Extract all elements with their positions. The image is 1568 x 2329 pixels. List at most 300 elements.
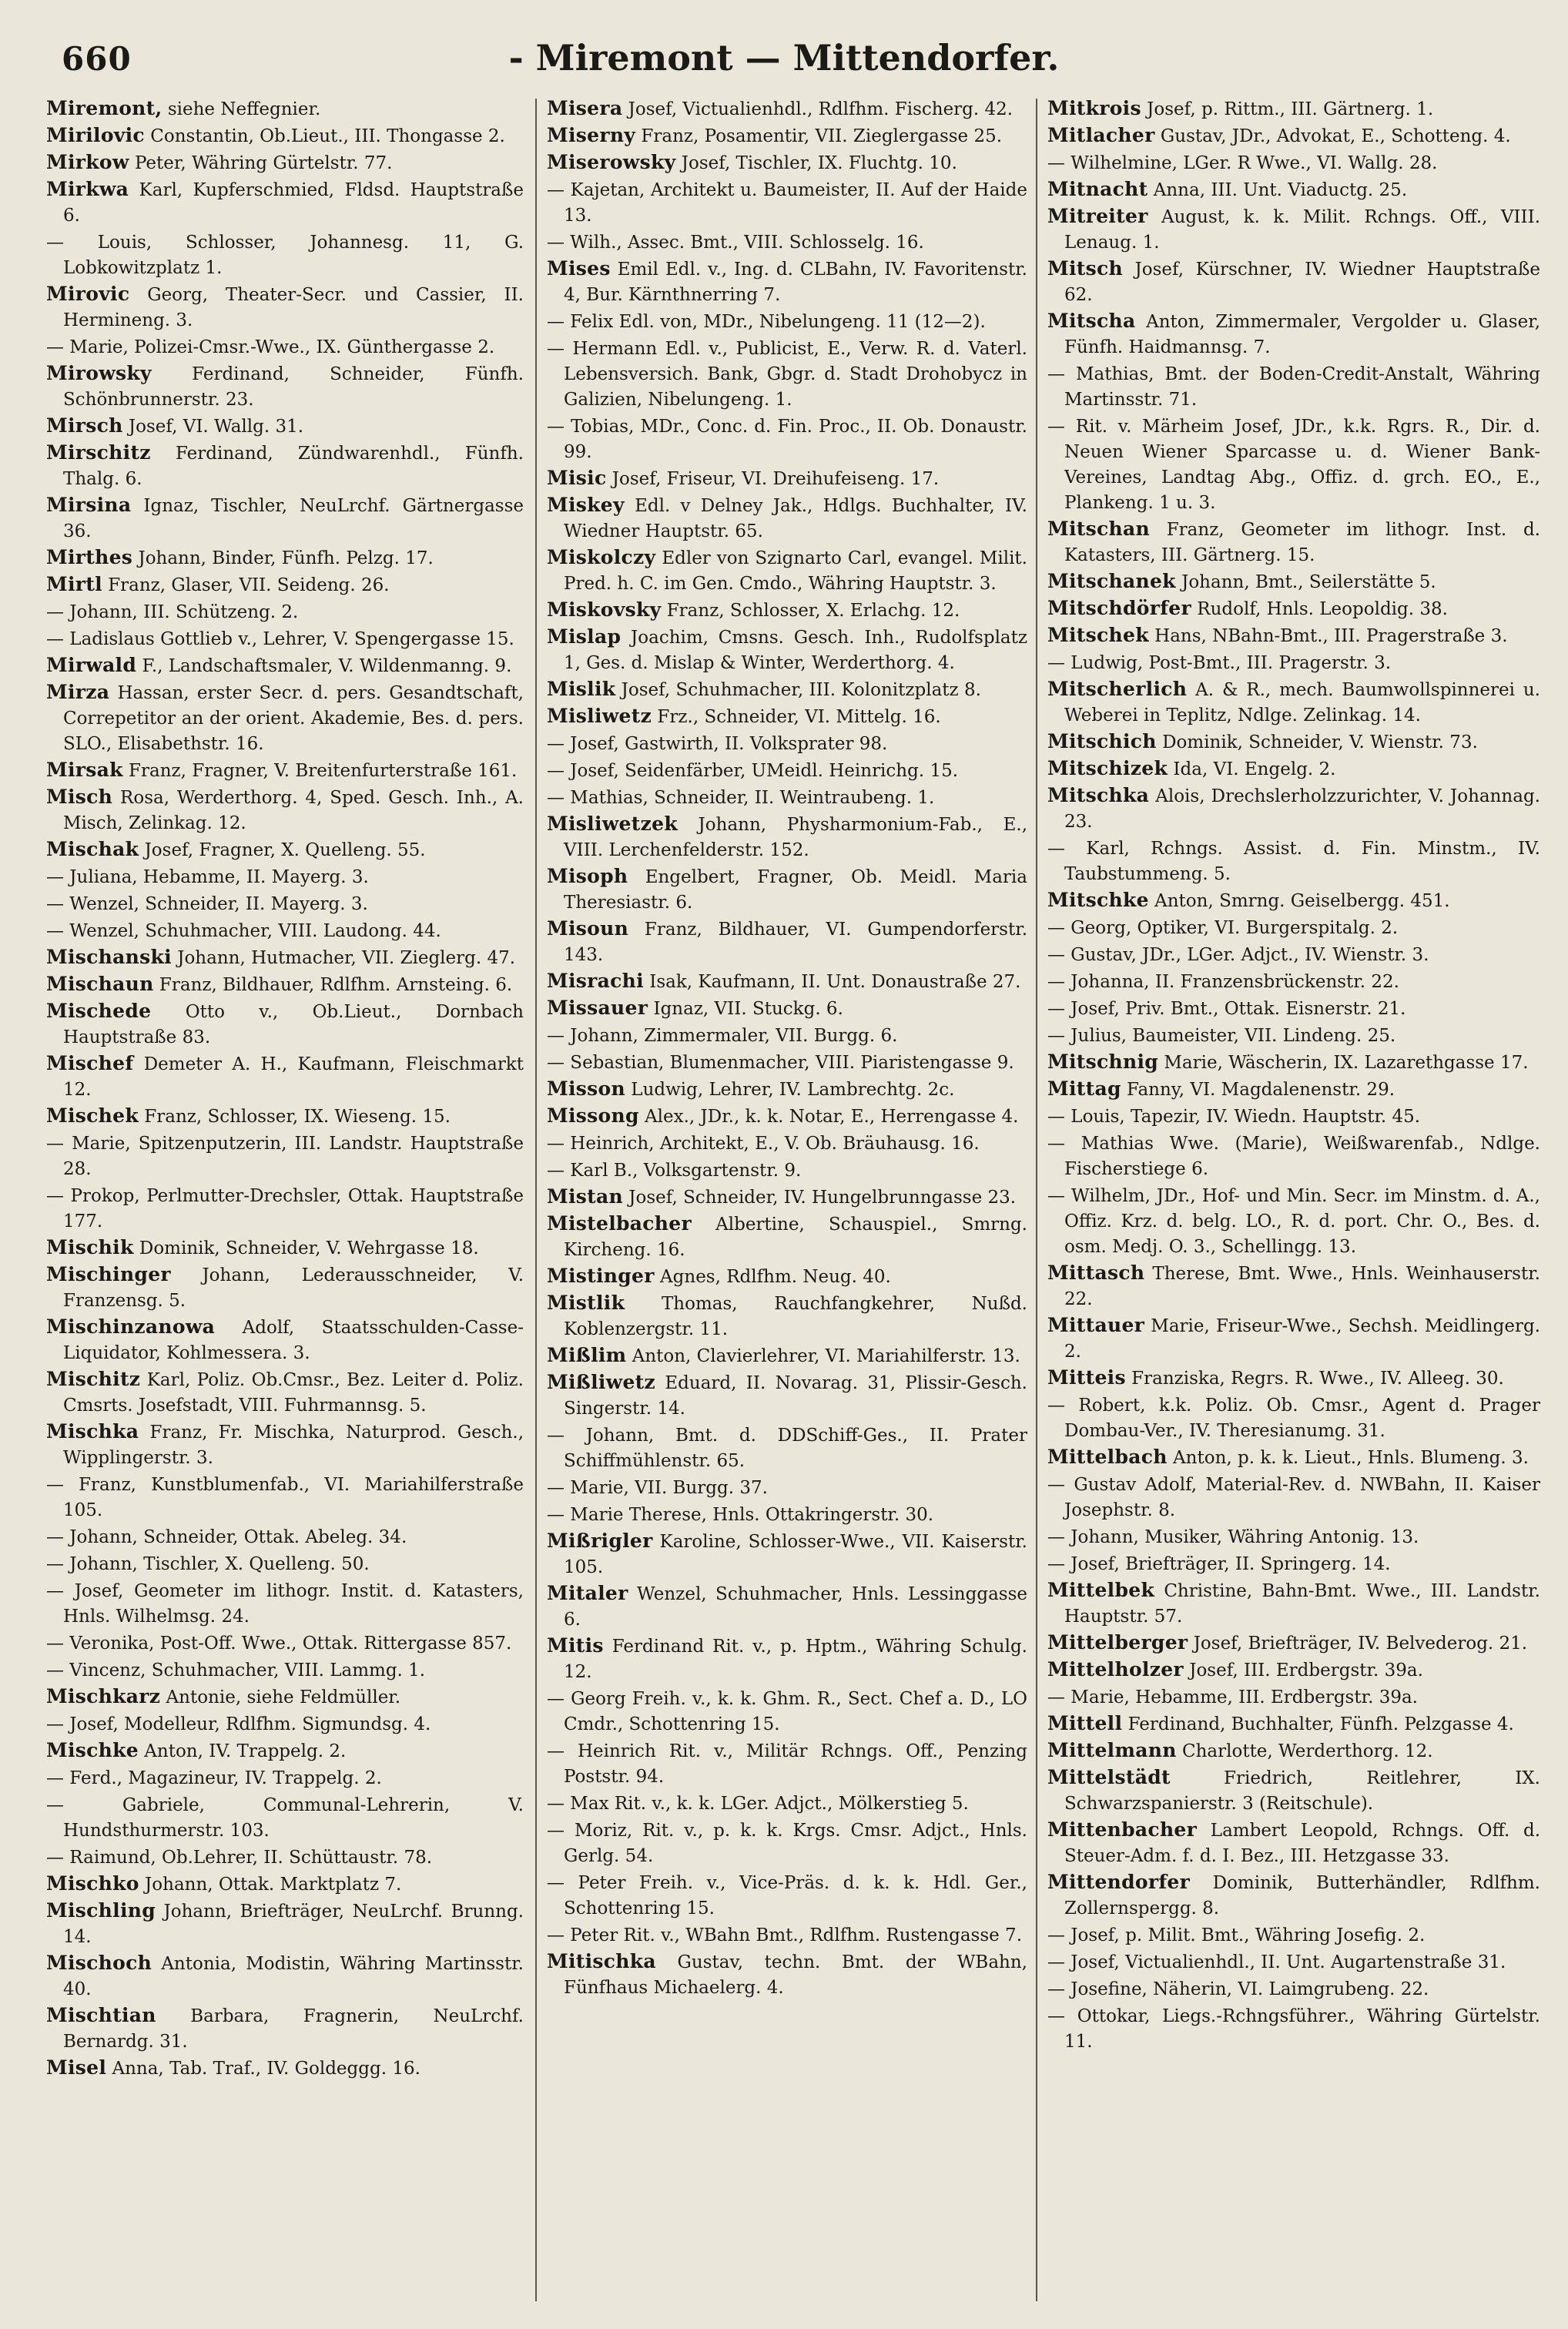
- entry-text: Marie, Wäscherin, IX. Lazarethgasse 17.: [1158, 1053, 1529, 1073]
- entry-text: Fanny, VI. Magdalenenstr. 29.: [1121, 1080, 1395, 1100]
- entry-text: Johann, Binder, Fünfh. Pelzg. 17.: [132, 548, 434, 568]
- directory-entry: [547, 492, 1027, 545]
- directory-entry: [46, 971, 524, 998]
- entry-text: — Tobias, MDr., Conc. d. Fin. Proc., II. Ob. Donaustr. 99.: [547, 417, 1027, 462]
- entry-headword: Mistelbacher: [547, 1212, 692, 1235]
- directory-entry: [547, 413, 1027, 465]
- directory-entry: [1047, 96, 1540, 122]
- directory-entry: [1047, 941, 1540, 968]
- directory-entry: [46, 1577, 524, 1630]
- directory-entry: [46, 1235, 524, 1262]
- directory-entry: [547, 1076, 1027, 1103]
- entry-text: — Josef, Modelleur, Rdlfhm. Sigmundsg. 4.: [46, 1714, 431, 1734]
- entry-text: Friedrich, Reitlehrer, IX. Schwarzspanierstr. 3 (Reitschule).: [1064, 1768, 1540, 1814]
- entry-text: Frz., Schneider, VI. Mittelg. 16.: [652, 707, 941, 727]
- directory-entry: [46, 176, 524, 229]
- directory-entry: [46, 492, 524, 545]
- directory-entry: [547, 1528, 1027, 1580]
- entry-headword: Mitschanek: [1047, 570, 1176, 592]
- directory-entry: [547, 1369, 1027, 1422]
- directory-entry: [1047, 1922, 1540, 1949]
- entry-text: — Gustav, JDr., LGer. Adjct., IV. Wienstr. 3.: [1047, 945, 1429, 965]
- entry-headword: Mittelbach: [1047, 1446, 1168, 1468]
- entry-text: Hans, NBahn-Bmt., III. Pragerstraße 3.: [1148, 626, 1508, 646]
- entry-headword: Miserowsky: [547, 151, 676, 173]
- entry-headword: Mittasch: [1047, 1262, 1145, 1284]
- entry-headword: Mirthes: [46, 546, 133, 568]
- entry-text: Ferdinand, Schneider, Fünfh. Schönbrunnerstr. 23.: [63, 364, 524, 410]
- entry-headword: Mischko: [46, 1872, 139, 1895]
- entry-headword: Mirschitz: [46, 441, 151, 464]
- directory-entry: [1047, 176, 1540, 203]
- entry-text: — Georg, Optiker, VI. Burgerspitalg. 2.: [1047, 918, 1399, 938]
- directory-entry: [547, 1738, 1027, 1790]
- directory-entry: [46, 2002, 524, 2055]
- directory-entry: [1047, 568, 1540, 595]
- directory-entry: [1047, 1130, 1540, 1182]
- entry-text: Christine, Bahn-Bmt. Wwe., III. Landstr. Hauptstr. 57.: [1064, 1581, 1540, 1627]
- column-2: [547, 96, 1027, 2314]
- entry-headword: Mischke: [46, 1739, 139, 1761]
- directory-entry: [46, 1103, 524, 1130]
- entry-text: Josef, Schneider, IV. Hungelbrunngasse 23.: [622, 1188, 1017, 1208]
- entry-text: Dominik, Butterhändler, Rdlfhm. Zollernspergg. 8.: [1064, 1873, 1540, 1918]
- directory-entry: [46, 1871, 524, 1898]
- entry-text: — Moriz, Rit. v., p. k. k. Krgs. Cmsr. Adjct., Hnls. Gerlg. 54.: [547, 1821, 1027, 1866]
- entry-text: — Marie, Hebamme, III. Erdbergstr. 39a.: [1047, 1687, 1418, 1707]
- entry-text: Anton, p. k. k. Lieut., Hnls. Blumeng. 3.: [1167, 1448, 1529, 1468]
- entry-headword: Mischka: [46, 1420, 139, 1443]
- entry-headword: Mischef: [46, 1052, 134, 1074]
- directory-entry: [46, 1791, 524, 1844]
- entry-text: Gustav, techn. Bmt. der WBahn, Fünfhaus Michaelerg. 4.: [564, 1952, 1027, 1998]
- directory-entry: [547, 1263, 1027, 1290]
- entry-text: Franziska, Regrs. R. Wwe., IV. Alleeg. 30.: [1125, 1369, 1504, 1389]
- entry-text: — Johann, Musiker, Währing Antonig. 13.: [1047, 1527, 1419, 1547]
- directory-entry: [1047, 1022, 1540, 1049]
- directory-entry: [547, 1130, 1027, 1157]
- entry-text: Barbara, Fragnerin, NeuLrchf. Bernardg. 31.: [63, 2006, 524, 2052]
- entry-headword: Mischanski: [46, 946, 172, 968]
- entry-text: — Mathias, Schneider, II. Weintraubeng. 1.: [547, 788, 935, 808]
- directory-entry: [46, 96, 524, 122]
- entry-headword: Mirilovic: [46, 124, 145, 146]
- entry-text: — Kajetan, Architekt u. Baumeister, II. Auf der Haide 13.: [547, 180, 1027, 226]
- entry-text: Adolf, Staatsschulden-Casse-Liquidator, Kohlmessera. 3.: [63, 1318, 524, 1363]
- directory-entry: [46, 1657, 524, 1684]
- entry-headword: Mistan: [547, 1185, 623, 1208]
- directory-entry: [1047, 595, 1540, 622]
- directory-entry: [46, 1262, 524, 1314]
- entry-headword: Mittelholzer: [1047, 1658, 1184, 1681]
- directory-entry: [1047, 360, 1540, 413]
- directory-entry: [547, 149, 1027, 176]
- entry-text: — Karl, Rchngs. Assist. d. Fin. Minstm., IV. Taubstummeng. 5.: [1047, 839, 1540, 884]
- directory-entry: [1047, 1577, 1540, 1630]
- entry-text: Franz, Bildhauer, Rdlfhm. Arnsteing. 6.: [153, 975, 513, 995]
- directory-entry: [547, 256, 1027, 308]
- entry-headword: Mitschdörfer: [1047, 597, 1191, 619]
- directory-entry: [547, 784, 1027, 811]
- directory-entry: [46, 1182, 524, 1235]
- directory-entry: [46, 1130, 524, 1182]
- entry-text: — Johann, Tischler, X. Quelleng. 50.: [46, 1554, 370, 1574]
- entry-headword: Mittelberger: [1047, 1631, 1188, 1654]
- entry-text: Josef, Friseur, VI. Dreihufeiseng. 17.: [606, 469, 940, 489]
- entry-text: — Wilh., Assec. Bmt., VIII. Schlosselg. 16.: [547, 233, 924, 253]
- directory-entry: [46, 1366, 524, 1419]
- entry-text: Constantin, Ob.Lieut., III. Thongasse 2.: [144, 126, 505, 146]
- entry-headword: Mitteis: [1047, 1366, 1126, 1389]
- entry-headword: Mittendorfer: [1047, 1871, 1191, 1893]
- directory-entry: [547, 597, 1027, 624]
- directory-entry: [547, 545, 1027, 597]
- directory-entry: [1047, 1630, 1540, 1657]
- directory-entry: [547, 122, 1027, 149]
- entry-text: — Gabriele, Communal-Lehrerin, V. Hundsthurmerstr. 103.: [46, 1795, 524, 1841]
- entry-text: Ferdinand, Zündwarenhdl., Fünfh. Thalg. 6.: [63, 444, 524, 489]
- directory-entry: [547, 1633, 1027, 1685]
- directory-entry: [1047, 782, 1540, 835]
- entry-headword: Mitsch: [1047, 257, 1123, 280]
- entry-text: — Franz, Kunstblumenfab., VI. Mariahilferstraße 105.: [46, 1475, 524, 1520]
- directory-entry: [547, 916, 1027, 968]
- directory-entry: [46, 571, 524, 598]
- entry-text: — Josef, Geometer im lithogr. Instit. d. Katasters, Hnls. Wilhelmsg. 24.: [46, 1581, 524, 1627]
- entry-headword: Mislik: [547, 678, 616, 700]
- directory-entry: [46, 652, 524, 679]
- directory-entry: [1047, 1523, 1540, 1550]
- entry-text: — Peter Freih. v., Vice-Präs. d. k. k. Hdl. Ger., Schottenring 15.: [547, 1873, 1027, 1918]
- entry-text: Franz, Bildhauer, VI. Gumpendorferstr. 143.: [564, 920, 1027, 965]
- entry-headword: Mirowsky: [46, 362, 152, 384]
- entry-headword: Mitis: [547, 1634, 604, 1657]
- directory-entry: [46, 836, 524, 863]
- entry-text: Anton, Smrng. Geiselbergg. 451.: [1148, 891, 1450, 911]
- entry-text: — Wilhelmine, LGer. R Wwe., VI. Wallg. 28.: [1047, 153, 1438, 173]
- directory-entry: [1047, 1260, 1540, 1312]
- column-3: [1047, 96, 1540, 2314]
- entry-text: — Sebastian, Blumenmacher, VIII. Piaristengasse 9.: [547, 1053, 1014, 1073]
- entry-text: Anton, IV. Trappelg. 2.: [138, 1741, 347, 1761]
- entry-headword: Mitischka: [547, 1950, 656, 1972]
- directory-entry: [1047, 203, 1540, 256]
- directory-entry: [1047, 995, 1540, 1022]
- entry-headword: Mitscherlich: [1047, 678, 1188, 700]
- directory-entry: [1047, 1975, 1540, 2002]
- entry-text: Josef, Kürschner, IV. Wiedner Hauptstraße 62.: [1064, 260, 1540, 305]
- entry-text: Johann, Bmt., Seilerstätte 5.: [1175, 572, 1436, 592]
- entry-text: Ludwig, Lehrer, IV. Lambrechtg. 2c.: [625, 1080, 955, 1100]
- entry-text: — Josef, Briefträger, II. Springerg. 14.: [1047, 1554, 1391, 1574]
- directory-entry: [1047, 149, 1540, 176]
- entry-text: Charlotte, Werderthorg. 12.: [1176, 1741, 1433, 1761]
- directory-entry: [46, 1684, 524, 1711]
- entry-text: — Johann, Bmt. d. DDSchiff-Ges., II. Prater Schiffmühlenstr. 65.: [547, 1426, 1027, 1471]
- entry-text: Antonia, Modistin, Währing Martinsstr. 40.: [63, 1954, 524, 1999]
- entry-text: Franz, Geometer im lithogr. Inst. d. Katasters, III. Gärtnerg. 15.: [1064, 520, 1540, 565]
- column-1: [46, 96, 524, 2314]
- entry-text: Franz, Posamentir, VII. Zieglergasse 25.: [635, 126, 1003, 146]
- directory-entry: [1047, 622, 1540, 649]
- directory-entry: [547, 995, 1027, 1022]
- entry-text: Edler von Szignarto Carl, evangel. Milit. Pred. h. C. im Gen. Cmdo., Währing Hauptstr. 3.: [564, 548, 1027, 594]
- entry-text: — Josefine, Näherin, VI. Laimgrubeng. 22.: [1047, 1979, 1429, 1999]
- entry-headword: Missauer: [547, 997, 648, 1019]
- entry-text: — Heinrich, Architekt, E., V. Ob. Bräuhausg. 16.: [547, 1134, 980, 1154]
- entry-text: Johann, Physharmonium-Fab., E., VIII. Lerchenfelderstr. 152.: [564, 815, 1027, 860]
- entry-text: Franz, Fragner, V. Breitenfurterstraße 161.: [122, 761, 518, 781]
- entry-text: — Johann, III. Schützeng. 2.: [46, 602, 299, 622]
- entry-text: — Ludwig, Post-Bmt., III. Pragerstr. 3.: [1047, 653, 1392, 673]
- entry-text: Dominik, Schneider, V. Wehrgasse 18.: [133, 1238, 479, 1258]
- entry-headword: Mittenbacher: [1047, 1818, 1198, 1841]
- directory-entry: [46, 1738, 524, 1764]
- entry-text: Wenzel, Schuhmacher, Hnls. Lessinggasse 6.: [564, 1584, 1027, 1630]
- entry-headword: Mischede: [46, 1000, 152, 1022]
- entry-text: Josef, Victualienhdl., Rdlfhm. Fischerg. 42.: [622, 99, 1014, 119]
- entry-headword: Mitschan: [1047, 518, 1150, 540]
- entry-text: — Johann, Zimmermaler, VII. Burgg. 6.: [547, 1026, 898, 1046]
- entry-headword: Mitschek: [1047, 624, 1149, 646]
- directory-entry: [547, 703, 1027, 730]
- directory-entry: [46, 1419, 524, 1471]
- directory-entry: [547, 1474, 1027, 1501]
- entry-text: Franz, Fr. Mischka, Naturprod. Gesch., Wipplingerstr. 3.: [63, 1423, 524, 1468]
- entry-text: — Vincenz, Schuhmacher, VIII. Lammg. 1.: [46, 1660, 426, 1681]
- entry-text: Josef, Tischler, IX. Fluchtg. 10.: [675, 153, 957, 173]
- directory-entry: [1047, 1657, 1540, 1684]
- entry-headword: Mischik: [46, 1236, 134, 1258]
- entry-headword: Misrachi: [547, 970, 644, 992]
- entry-text: — Raimund, Ob.Lehrer, II. Schüttaustr. 78.: [46, 1848, 433, 1868]
- entry-headword: Mistlik: [547, 1292, 625, 1314]
- entry-headword: Misliwetzek: [547, 813, 678, 835]
- entry-text: — Ferd., Magazineur, IV. Trappelg. 2.: [46, 1768, 382, 1788]
- entry-headword: Mirkow: [46, 151, 129, 173]
- entry-text: — Mathias, Bmt. der Boden-Credit-Anstalt, Währing Martinsstr. 71.: [1047, 364, 1540, 410]
- entry-headword: Mirkwa: [46, 178, 129, 200]
- entry-text: Josef, Schuhmacher, III. Kolonitzplatz 8.: [615, 680, 981, 700]
- directory-entry: [1047, 1312, 1540, 1365]
- directory-entry: [547, 1685, 1027, 1738]
- entry-headword: Mirsak: [46, 759, 123, 781]
- directory-entry: [1047, 729, 1540, 756]
- entry-text: Ferdinand Rit. v., p. Hptm., Währing Schulg. 12.: [564, 1637, 1027, 1682]
- directory-entry: [46, 944, 524, 971]
- directory-entry: [1047, 1764, 1540, 1817]
- directory-entry: [1047, 1711, 1540, 1738]
- entry-text: Anna, III. Unt. Viaductg. 25.: [1148, 180, 1408, 200]
- entry-headword: Misoun: [547, 917, 629, 940]
- entry-text: Dominik, Schneider, V. Wienstr. 73.: [1156, 732, 1478, 752]
- entry-headword: Mises: [547, 257, 611, 280]
- entry-headword: Mitreiter: [1047, 205, 1148, 227]
- entry-text: — Max Rit. v., k. k. LGer. Adjct., Mölkerstieg 5.: [547, 1794, 969, 1814]
- entry-headword: Mischaun: [46, 973, 154, 995]
- entry-headword: Misel: [46, 2056, 107, 2079]
- directory-entry: [46, 1711, 524, 1738]
- entry-headword: Misoph: [547, 865, 628, 887]
- directory-entry: [547, 465, 1027, 492]
- directory-entry: [1047, 308, 1540, 360]
- entry-headword: Mischek: [46, 1104, 139, 1127]
- entry-headword: Mischkarz: [46, 1685, 161, 1707]
- directory-entry: [547, 1949, 1027, 2001]
- directory-entry: [547, 1342, 1027, 1369]
- directory-entry: [547, 1157, 1027, 1184]
- entry-text: Karl, Poliz. Ob.Cmsr., Bez. Leiter d. Poliz. Cmsrts. Josefstadt, VIII. Fuhrmannsg. 5.: [63, 1370, 524, 1416]
- directory-entry: [46, 1844, 524, 1871]
- directory-entry: [1047, 1444, 1540, 1471]
- directory-entry: [547, 1922, 1027, 1949]
- directory-entry: [46, 679, 524, 757]
- directory-entry: [547, 1790, 1027, 1817]
- entry-headword: Misch: [46, 786, 113, 808]
- entry-text: Edl. v Delney Jak., Hdlgs. Buchhalter, IV. Wiedner Hauptstr. 65.: [564, 496, 1027, 541]
- entry-text: Anna, Tab. Traf., IV. Goldeggg. 16.: [106, 2059, 420, 2079]
- entry-headword: Mischling: [46, 1899, 156, 1922]
- entry-text: — Marie Therese, Hnls. Ottakringerstr. 30.: [547, 1505, 934, 1525]
- entry-text: — Josef, Priv. Bmt., Ottak. Eisnerstr. 21.: [1047, 999, 1406, 1019]
- entry-text: — Wenzel, Schuhmacher, VIII. Laudong. 44.: [46, 921, 441, 941]
- entry-headword: Mitkrois: [1047, 97, 1141, 119]
- directory-entry: [46, 1898, 524, 1950]
- entry-text: — Peter Rit. v., WBahn Bmt., Rdlfhm. Rustengasse 7.: [547, 1925, 1023, 1945]
- entry-text: Franz, Glaser, VII. Seideng. 26.: [102, 575, 390, 595]
- directory-entry: [547, 308, 1027, 335]
- entry-headword: Mislap: [547, 625, 622, 648]
- entry-headword: Mirovic: [46, 283, 130, 305]
- entry-headword: Mittelbek: [1047, 1579, 1155, 1601]
- directory-entry: [46, 149, 524, 176]
- entry-text: — Mathias Wwe. (Marie), Weißwarenfab., Ndlge. Fischerstiege 6.: [1047, 1134, 1540, 1179]
- entry-headword: Mittag: [1047, 1077, 1121, 1100]
- entry-text: siehe Neffegnier.: [162, 99, 321, 119]
- directory-entry: [46, 625, 524, 652]
- entry-headword: Miremont,: [46, 97, 162, 119]
- directory-entry: [46, 1630, 524, 1657]
- entry-headword: Miskovsky: [547, 598, 662, 621]
- directory-entry: [547, 1817, 1027, 1869]
- entry-text: — Karl B., Volksgartenstr. 9.: [547, 1161, 802, 1181]
- entry-headword: Mischitz: [46, 1368, 141, 1390]
- entry-text: Thomas, Rauchfangkehrer, Nußd. Koblenzergstr. 11.: [564, 1294, 1027, 1339]
- entry-text: — Johanna, II. Franzensbrückenstr. 22.: [1047, 972, 1399, 992]
- entry-text: Therese, Bmt. Wwe., Hnls. Weinhauserstr. 22.: [1064, 1264, 1540, 1309]
- directory-entry: [46, 598, 524, 625]
- entry-text: Marie, Friseur-Wwe., Sechsh. Meidlingerg. 2.: [1064, 1316, 1540, 1362]
- entry-text: Alois, Drechslerholzzurichter, V. Johannag. 23.: [1064, 786, 1540, 832]
- entry-text: Antonie, siehe Feldmüller.: [160, 1687, 401, 1707]
- directory-entry: [1047, 835, 1540, 887]
- entry-headword: Mittelmann: [1047, 1739, 1177, 1761]
- directory-entry: [547, 968, 1027, 995]
- entry-text: Peter, Währing Gürtelstr. 77.: [129, 153, 393, 173]
- directory-entry: [1047, 1738, 1540, 1764]
- directory-entry: [547, 229, 1027, 256]
- directory-entry: [46, 890, 524, 917]
- directory-entry: [547, 1103, 1027, 1130]
- directory-entry: [46, 1314, 524, 1366]
- directory-entry: [1047, 1076, 1540, 1103]
- directory-entry: [46, 229, 524, 281]
- entry-text: Josef, VI. Wallg. 31.: [122, 417, 304, 437]
- entry-text: — Marie, VII. Burgg. 37.: [547, 1478, 768, 1498]
- entry-text: — Ottokar, Liegs.-Rchngsführer., Währing Gürtelstr. 11.: [1047, 2006, 1540, 2052]
- directory-entry: [547, 1290, 1027, 1342]
- entry-text: Karl, Kupferschmied, Fldsd. Hauptstraße 6.: [63, 180, 524, 226]
- entry-headword: Mischak: [46, 838, 139, 860]
- entry-headword: Missong: [547, 1104, 639, 1127]
- directory-entry: [1047, 1684, 1540, 1711]
- directory-entry: [1047, 1869, 1540, 1922]
- entry-text: Eduard, II. Novarag. 31, Plissir-Gesch. Singerstr. 14.: [564, 1373, 1027, 1419]
- entry-headword: Mittelstädt: [1047, 1766, 1171, 1788]
- directory-entry: [547, 176, 1027, 229]
- directory-entry: [46, 281, 524, 333]
- directory-entry: [46, 1523, 524, 1550]
- directory-entry: [1047, 676, 1540, 729]
- directory-entry: [547, 730, 1027, 757]
- directory-entry: [1047, 122, 1540, 149]
- entry-headword: Mitschka: [1047, 784, 1150, 806]
- entry-text: — Marie, Polizei-Cmsr.-Wwe., IX. Günthergasse 2.: [46, 337, 495, 357]
- entry-text: Johann, Briefträger, NeuLrchf. Brunng. 14.: [63, 1902, 524, 1947]
- entry-headword: Mittell: [1047, 1712, 1123, 1734]
- directory-entry: [547, 1869, 1027, 1922]
- entry-headword: Misera: [547, 97, 623, 119]
- directory-entry: [46, 333, 524, 360]
- entry-headword: Mitschnig: [1047, 1051, 1159, 1073]
- entry-text: — Gustav Adolf, Material-Rev. d. NWBahn, II. Kaiser Josephstr. 8.: [1047, 1475, 1540, 1520]
- directory-entry: [46, 122, 524, 149]
- entry-text: — Josef, Seidenfärber, UMeidl. Heinrichg. 15.: [547, 761, 959, 781]
- entry-text: Josef, Briefträger, IV. Belvederog. 21.: [1188, 1634, 1528, 1654]
- entry-headword: Mitschizek: [1047, 757, 1168, 779]
- directory-entry: [46, 413, 524, 440]
- entry-text: — Johann, Schneider, Ottak. Abeleg. 34.: [46, 1527, 407, 1547]
- directory-entry: [46, 1471, 524, 1523]
- entry-headword: Mischinzanowa: [46, 1315, 216, 1338]
- directory-entry: [46, 1051, 524, 1103]
- page-header: [46, 34, 1522, 88]
- directory-entry: [46, 917, 524, 944]
- entry-text: Anton, Zimmermaler, Vergolder u. Glaser, Fünfh. Haidmannsg. 7.: [1064, 312, 1540, 357]
- entry-text: Franz, Schlosser, X. Erlachg. 12.: [661, 601, 960, 621]
- entry-text: Ida, VI. Engelg. 2.: [1168, 759, 1336, 779]
- entry-headword: Misic: [547, 467, 607, 489]
- directory-entry: [1047, 1817, 1540, 1869]
- entry-text: Johann, Hutmacher, VII. Zieglerg. 47.: [171, 948, 516, 968]
- directory-entry: [1047, 756, 1540, 782]
- directory-entry: [1047, 649, 1540, 676]
- directory-entry: [1047, 1550, 1540, 1577]
- entry-text: — Rit. v. Märheim Josef, JDr., k.k. Rgrs. R., Dir. d. Neuen Wiener Sparcasse u. d. Wiener Bank-Vereines, Landtag Abg., Offiz. d. grch. EO., E., Plankeng. 1 u. 3.: [1047, 417, 1540, 513]
- entry-text: Gustav, JDr., Advokat, E., Schotteng. 4.: [1154, 126, 1511, 146]
- directory-entry: [547, 96, 1027, 122]
- entry-headword: Mirtl: [46, 573, 102, 595]
- directory-entry: [547, 624, 1027, 676]
- entry-text: — Veronika, Post-Off. Wwe., Ottak. Rittergasse 857.: [46, 1634, 512, 1654]
- entry-text: Josef, III. Erdbergstr. 39a.: [1183, 1660, 1423, 1681]
- directory-entry: [46, 440, 524, 492]
- entry-text: Albertine, Schauspiel., Smrng. Kircheng. 16.: [564, 1215, 1027, 1260]
- directory-entry: [547, 1422, 1027, 1474]
- directory-entry: [547, 1501, 1027, 1528]
- directory-entry: [46, 545, 524, 571]
- entry-headword: Miserny: [547, 124, 636, 146]
